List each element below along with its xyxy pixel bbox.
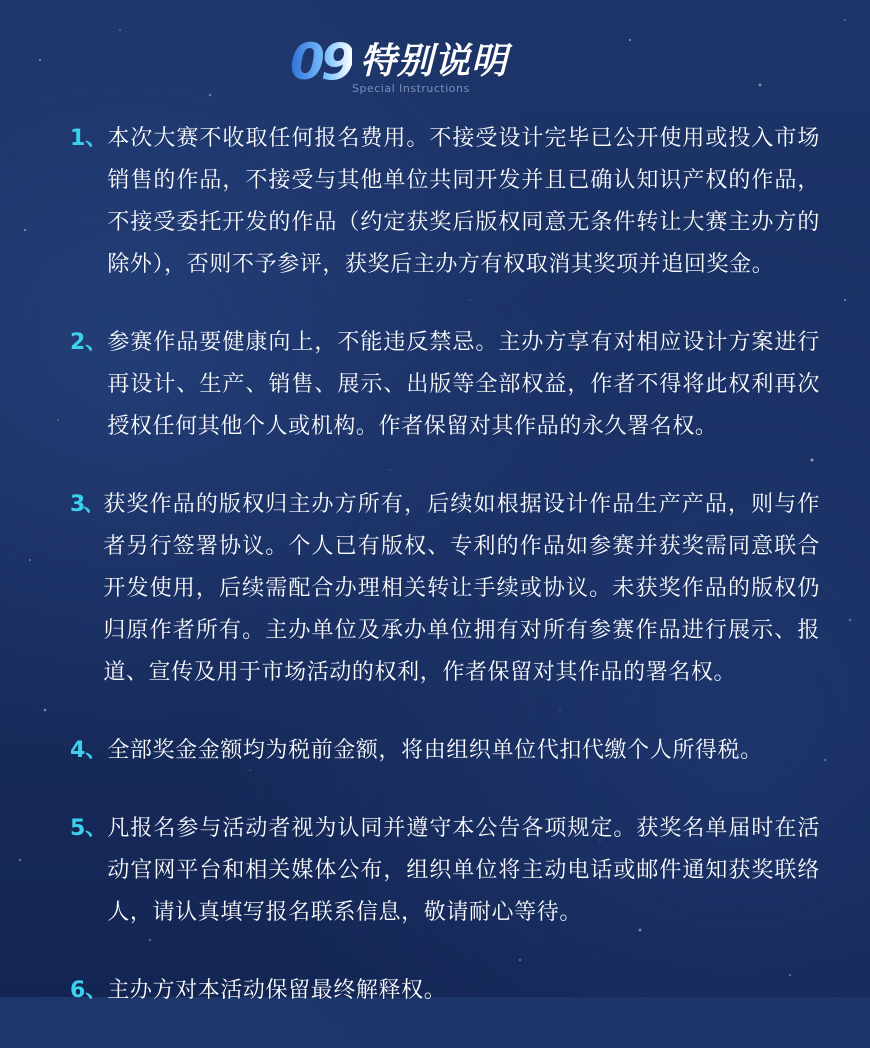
item-number: 1、 [70, 126, 108, 151]
item-number: 3、 [70, 492, 104, 517]
item-number: 5、 [70, 816, 108, 841]
item-text: 本次大赛不收取任何报名费用。不接受设计完毕已公开使用或投入市场销售的作品，不接受与其他单位共同开发并且已确认知识产权的作品，不接受委托开发的作品（约定获奖后版权同意无条件转让大赛主办方的除外），否则不予参评，获奖后主办方有权取消其奖项并追回奖金。 [107, 126, 820, 277]
item-text: 获奖作品的版权归主办方所有，后续如根据设计作品生产产品，则与作者另行签署协议。个人已有版权、专利的作品如参赛并获奖需同意联合开发使用，后续需配合办理相关转让手续或协议。未获奖作品的版权仍归原作者所有。主办单位及承办单位拥有对所有参赛作品进行展示、报道、宣传及用于市场活动的权利，作者保留对其作品的署名权。 [103, 492, 820, 685]
list-item [70, 322, 820, 448]
section-title: 特别说明 [360, 41, 509, 82]
item-text: 全部奖金金额均为税前金额，将由组织单位代扣代缴个人所得税。 [107, 738, 763, 763]
instructions-list [70, 118, 820, 1048]
item-text: 参赛作品要健康向上，不能违反禁忌。主办方享有对相应设计方案进行再设计、生产、销售、展示、出版等全部权益，作者不得将此权利再次授权任何其他个人或机构。作者保留对其作品的永久署名权。 [107, 330, 820, 439]
item-number: 2、 [70, 330, 108, 355]
section-subtitle: Special Instructions [352, 82, 470, 95]
list-item [70, 970, 820, 1012]
item-number: 4、 [70, 738, 108, 763]
list-item [70, 808, 820, 934]
item-text: 主办方对本活动保留最终解释权。 [107, 978, 447, 1003]
list-item [70, 118, 820, 286]
item-text: 凡报名参与活动者视为认同并遵守本公告各项规定。获奖名单届时在活动官网平台和相关媒体公布，组织单位将主动电话或邮件通知获奖联络人，请认真填写报名联系信息，敬请耐心等待。 [107, 816, 820, 925]
list-item [70, 484, 820, 694]
section-number: 09 [290, 33, 352, 91]
list-item [70, 730, 820, 772]
section-heading [290, 28, 580, 98]
item-number: 6、 [70, 978, 108, 1003]
